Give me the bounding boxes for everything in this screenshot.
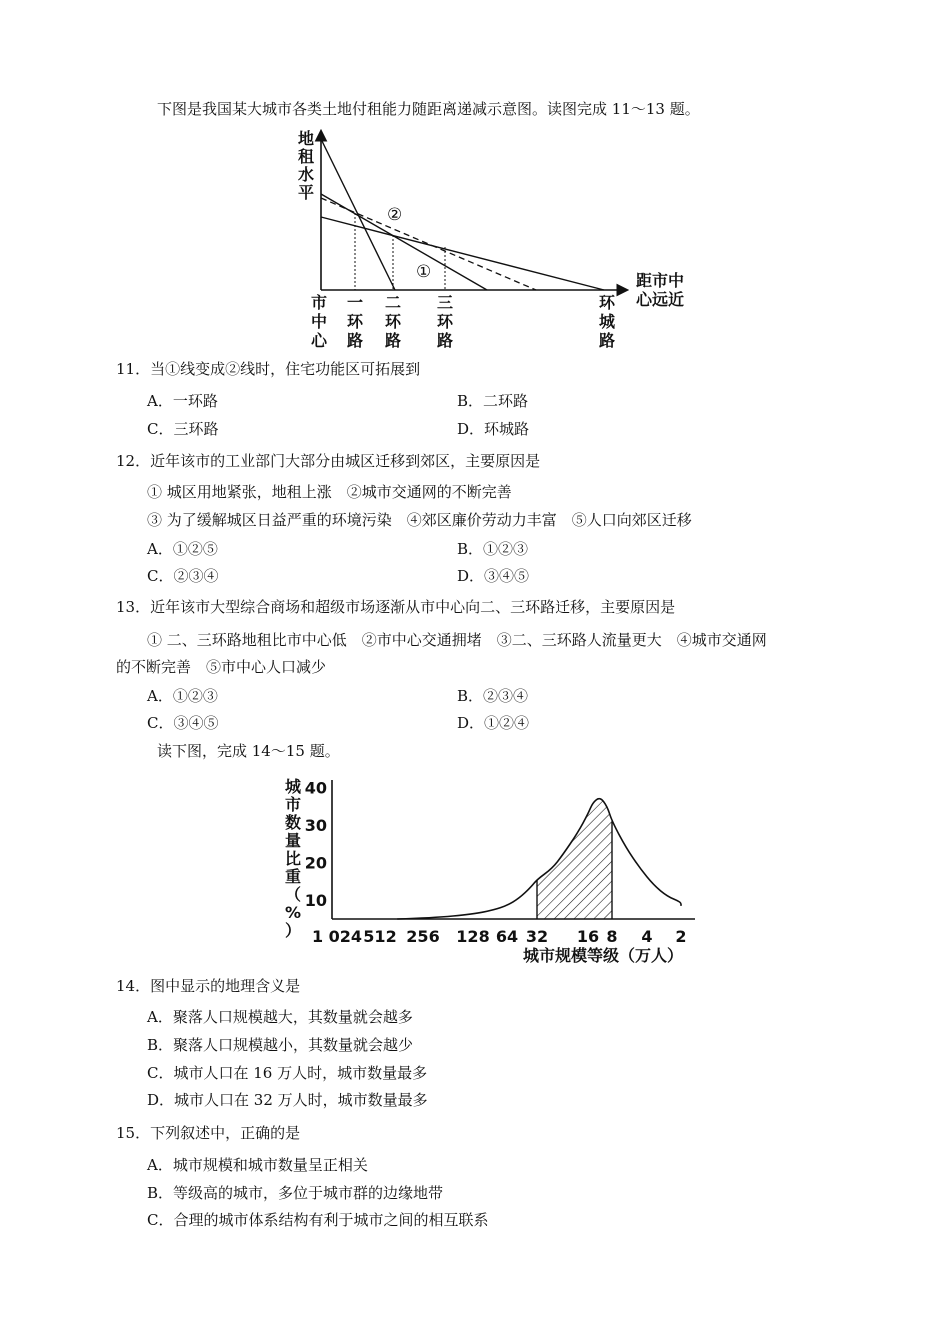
chart-x-tick-label: 128 xyxy=(456,927,490,946)
tick-ring3: 环 xyxy=(437,312,454,331)
question-14-stem: 14．图中显示的地理含义是 xyxy=(116,977,301,995)
rent-line-1 xyxy=(321,194,487,290)
chart-x-tick-label: 2 xyxy=(675,927,687,946)
chart-y-label-char: 量 xyxy=(284,831,302,850)
question-11-stem: 11．当①线变成②线时，住宅功能区可拓展到 xyxy=(116,360,421,378)
chart-x-tick-label: 64 xyxy=(495,927,519,946)
tick-ring3: 三 xyxy=(437,293,454,312)
chart-y-label-char: % xyxy=(284,903,302,922)
chart-y-tick-label: 40 xyxy=(304,778,327,798)
q14-option-d: D．城市人口在 32 万人时，城市数量最多 xyxy=(147,1091,428,1109)
y-label-char: 平 xyxy=(298,183,315,202)
chart-y-label-char: 比 xyxy=(284,849,302,868)
tick-ring2: 环 xyxy=(385,312,402,331)
y-label-char: 租 xyxy=(298,147,315,166)
q12-statement-line: ① 城区用地紧张，地租上涨 ②城市交通网的不断完善 xyxy=(147,483,512,501)
question-13-stem: 13．近年该市大型综合商场和超级市场逐渐从市中心向二、三环路迁移，主要原因是 xyxy=(116,598,676,616)
tick-city-center: 心 xyxy=(311,331,328,350)
chart-y-label-char: ） xyxy=(284,921,302,940)
q12-option-d: D．③④⑤ xyxy=(457,567,530,585)
q13-option-d: D．①②④ xyxy=(457,714,530,732)
tick-city-center: 中 xyxy=(311,312,328,331)
chart-y-label-char: 重 xyxy=(284,867,302,886)
rent-line-industrial xyxy=(321,217,604,290)
chart-x-tick-label: 16 xyxy=(576,927,600,946)
chart-x-tick-label: 512 xyxy=(363,927,397,946)
tick-ring1: 路 xyxy=(347,331,364,350)
chart-y-tick-label: 30 xyxy=(304,816,327,836)
tick-ring2: 路 xyxy=(385,331,402,350)
rent-distance-figure xyxy=(290,128,710,353)
q13-option-c: C．③④⑤ xyxy=(147,714,219,732)
chart-x-ticks xyxy=(312,927,687,946)
chart-x-tick-label: 4 xyxy=(641,927,653,946)
intro-figure1: 下图是我国某大城市各类土地付租能力随距离递减示意图。读图完成 11～13 题。 xyxy=(157,100,700,118)
chart-x-tick-label: 256 xyxy=(406,927,440,946)
q13-option-a: A．①②③ xyxy=(147,687,218,705)
tick-ring1: 一 xyxy=(347,293,364,312)
tick-ring3: 路 xyxy=(437,331,454,350)
chart-x-tick-label: 32 xyxy=(525,927,549,946)
tick-ring1: 环 xyxy=(347,312,364,331)
chart-y-label-char: 市 xyxy=(284,795,302,814)
x-label-line2: 心远近 xyxy=(636,290,685,309)
q12-option-b: B．①②③ xyxy=(457,540,529,558)
tick-ring2: 二 xyxy=(385,293,402,312)
question-15-stem: 15．下列叙述中，正确的是 xyxy=(116,1124,301,1142)
q13-option-b: B．②③④ xyxy=(457,687,529,705)
q11-option-c: C．三环路 xyxy=(147,420,219,438)
q14-option-c: C．城市人口在 16 万人时，城市数量最多 xyxy=(147,1064,428,1082)
tick-ring-city: 路 xyxy=(599,331,616,350)
question-12-stem: 12．近年该市的工业部门大部分由城区迁移到郊区，主要原因是 xyxy=(116,452,541,470)
chart-y-tick-label: 10 xyxy=(304,891,327,911)
q12-option-c: C．②③④ xyxy=(147,567,219,585)
chart-y-label-char: （ xyxy=(284,885,302,904)
q11-option-a: A．一环路 xyxy=(147,392,218,410)
q15-option-a: A．城市规模和城市数量呈正相关 xyxy=(147,1156,368,1174)
chart-x-tick-label: 8 xyxy=(606,927,618,946)
chart-plot-area xyxy=(332,780,695,919)
q14-option-a: A．聚落人口规模越大，其数量就会越多 xyxy=(147,1008,413,1026)
line1-marker: ① xyxy=(416,262,432,282)
chart-y-label-char: 城 xyxy=(284,777,302,796)
q15-option-b: B．等级高的城市，多位于城市群的边缘地带 xyxy=(147,1184,444,1202)
chart-x-axis-title: 城市规模等级（万人） xyxy=(523,946,684,965)
tick-city-center: 市 xyxy=(311,293,328,312)
chart-y-label-char: 数 xyxy=(284,813,302,832)
q13-statement-line: ① 二、三环路地租比市中心低 ②市中心交通拥堵 ③二、三环路人流量更大 ④城市交通网 xyxy=(147,631,767,649)
chart-x-tick-label: 1 024 xyxy=(311,927,363,946)
y-label-char: 水 xyxy=(298,165,315,184)
q11-option-d: D．环城路 xyxy=(457,420,530,438)
city-size-chart xyxy=(275,772,735,972)
q12-option-a: A．①②⑤ xyxy=(147,540,218,558)
intro-figure2: 读下图，完成 14～15 题。 xyxy=(157,742,340,760)
q13-statement-line: 的不断完善 ⑤市中心人口减少 xyxy=(116,658,327,676)
chart-shaded-region xyxy=(537,797,612,919)
x-label-line1: 距市中 xyxy=(636,271,685,290)
q11-option-b: B．二环路 xyxy=(457,392,529,410)
tick-ring-city: 城 xyxy=(599,312,616,331)
chart-y-tick-label: 20 xyxy=(304,853,327,873)
q12-statement-line: ③ 为了缓解城区日益严重的环境污染 ④郊区廉价劳动力丰富 ⑤人口向郊区迁移 xyxy=(147,511,692,529)
y-label-char: 地 xyxy=(298,129,315,148)
q14-option-b: B．聚落人口规模越小，其数量就会越少 xyxy=(147,1036,414,1054)
chart-y-ticks xyxy=(305,779,327,911)
tick-ring-city: 环 xyxy=(599,293,616,312)
line2-marker: ② xyxy=(387,205,403,225)
q15-option-c: C．合理的城市体系结构有利于城市之间的相互联系 xyxy=(147,1211,489,1229)
chart-y-label xyxy=(285,777,302,940)
